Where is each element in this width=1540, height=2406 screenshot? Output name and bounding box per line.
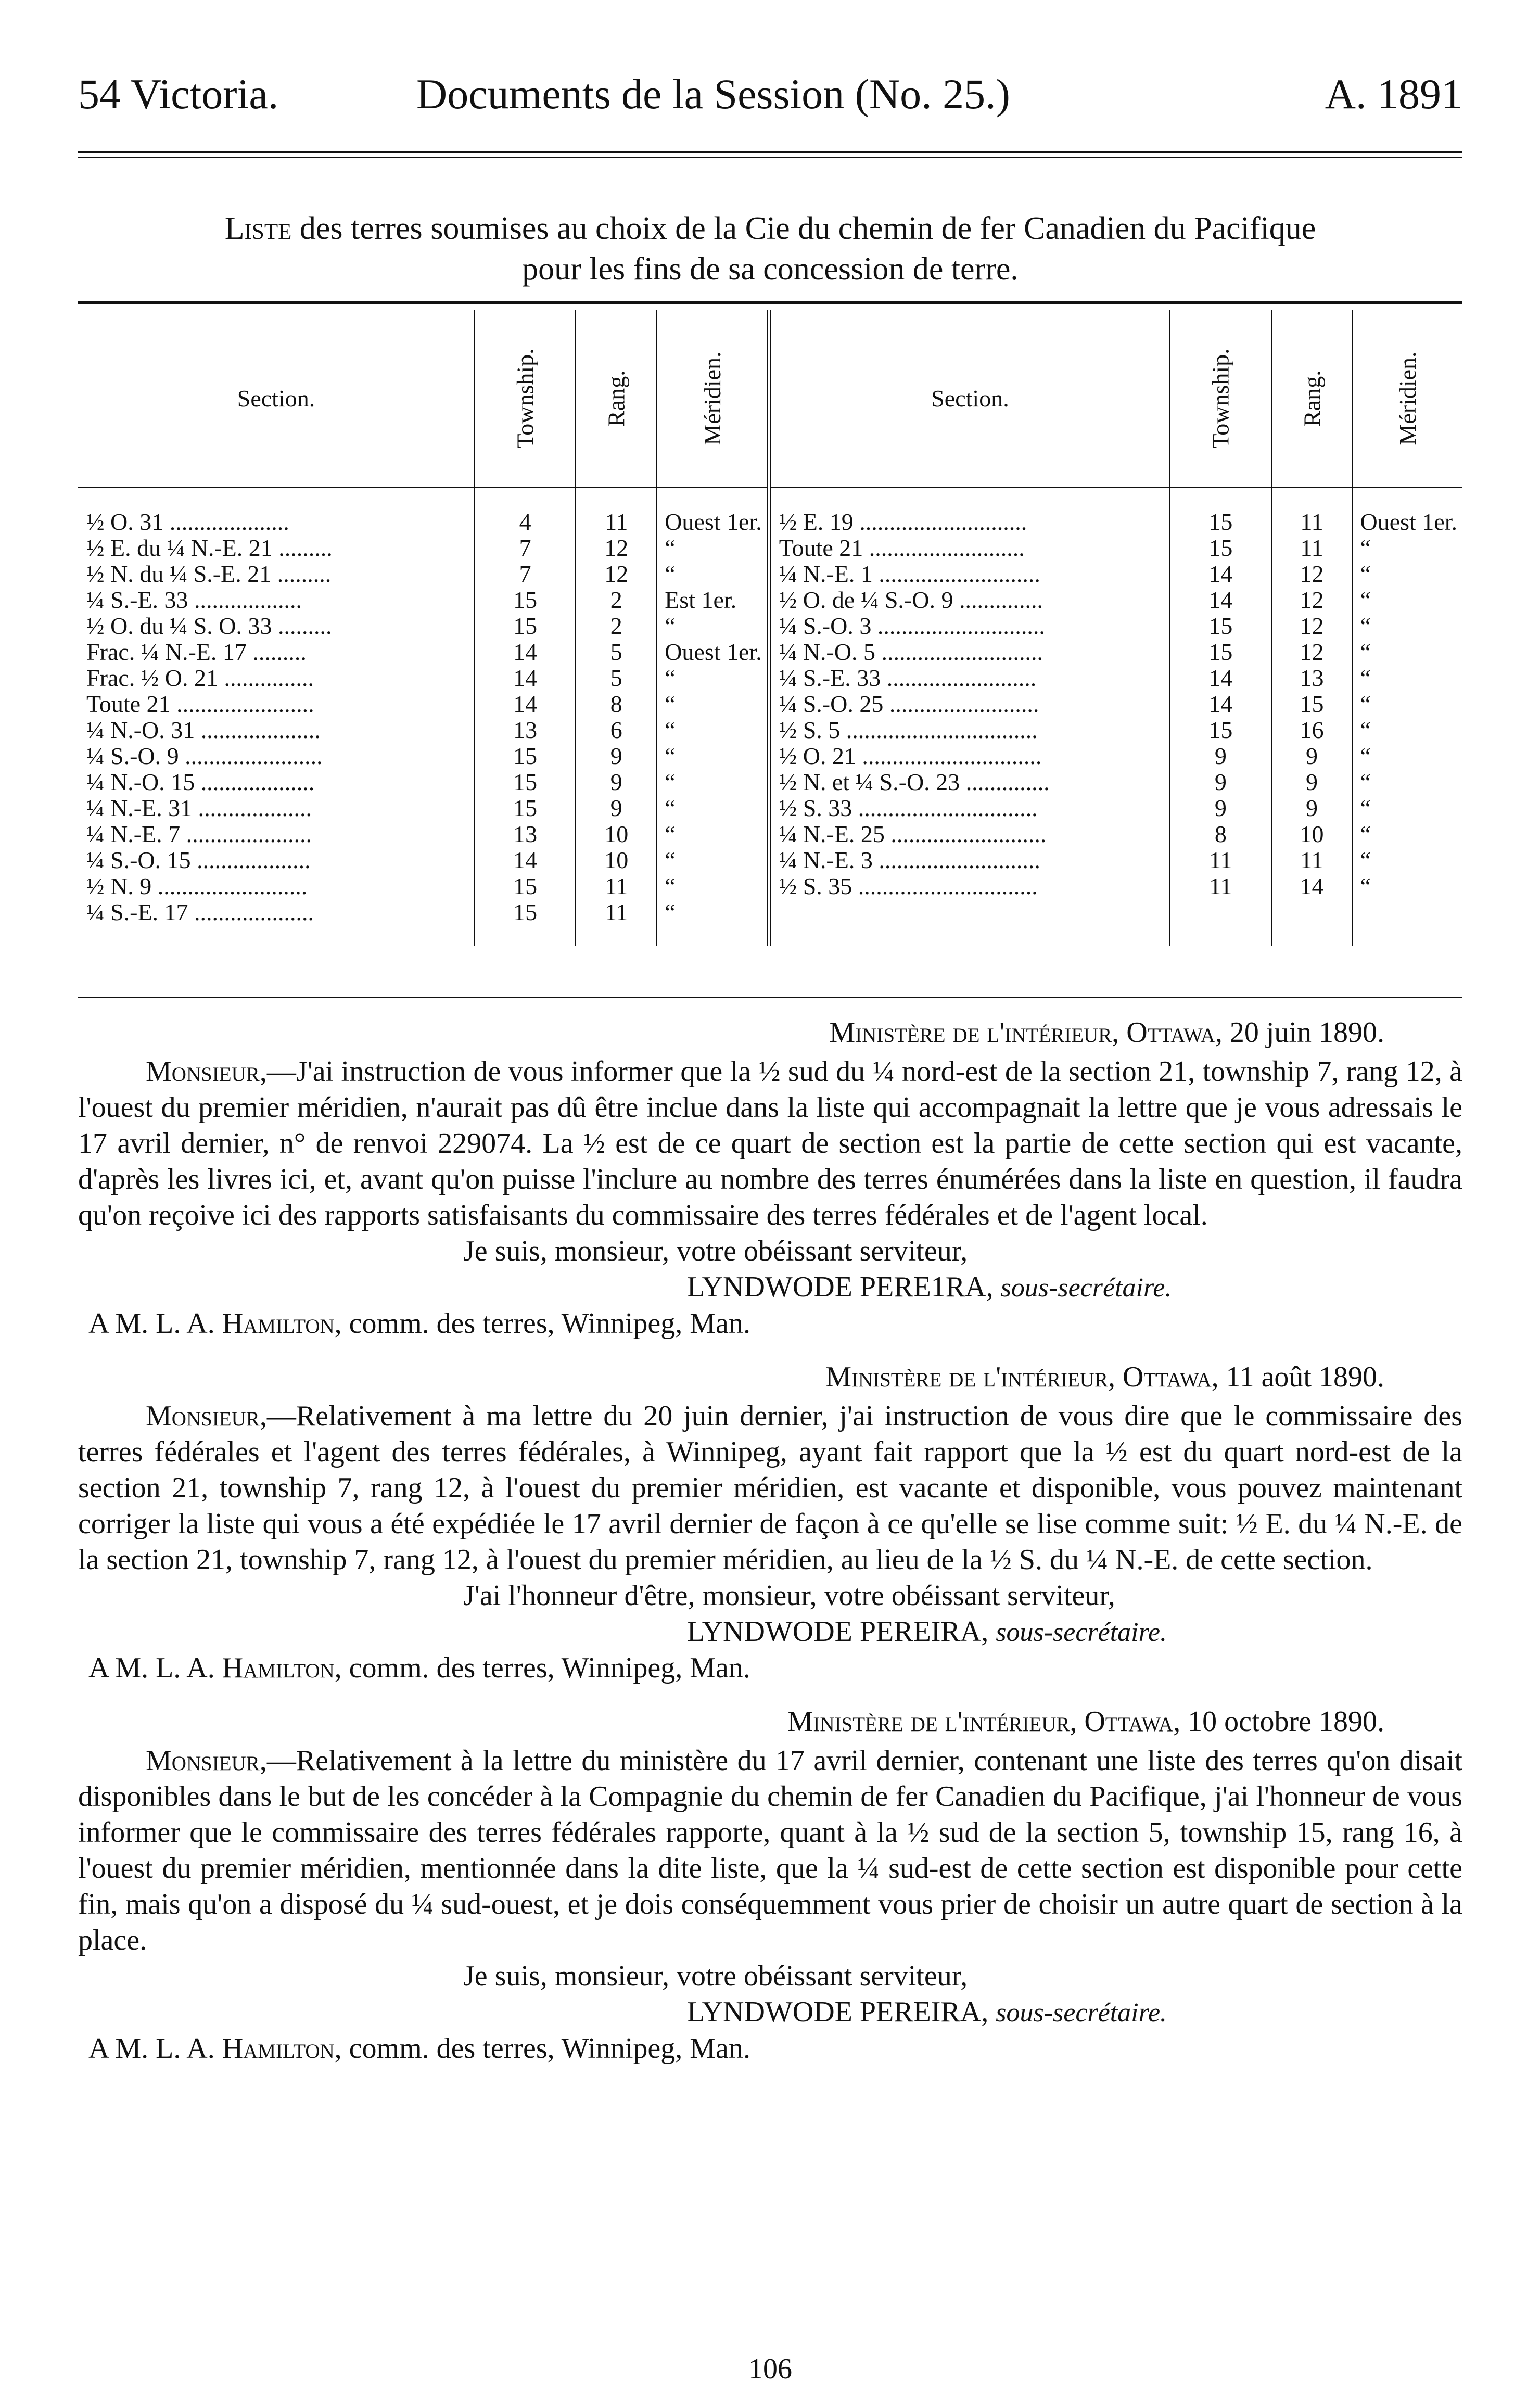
col-header-township-left-label: Township. (512, 348, 539, 449)
letter-date: , 11 août 1890. (1211, 1361, 1384, 1393)
right-section-cell: Toute 21 .......................... (769, 535, 1170, 561)
left-meridien-cell: “ (657, 899, 769, 946)
right-meridien-cell: “ (1352, 613, 1462, 639)
letter (78, 1015, 1462, 1342)
col-header-township-left (475, 310, 576, 488)
right-rang-cell: 15 (1271, 691, 1353, 717)
col-header-rang-left-label: Rang. (603, 370, 630, 427)
right-meridien-cell: “ (1352, 535, 1462, 561)
left-rang-cell: 5 (576, 639, 657, 665)
header-year: A. 1891 (1325, 70, 1462, 118)
right-section-cell: ¼ N.-E. 1 ........................... (769, 561, 1170, 587)
right-section-cell: ½ S. 33 .............................. (769, 795, 1170, 821)
addressee-rest: , comm. des terres, Winnipeg, Man. (334, 1307, 750, 1340)
right-section-cell: ½ O. 21 .............................. (769, 743, 1170, 769)
right-section-cell: ¼ S.-O. 3 ............................ (769, 613, 1170, 639)
right-rang-cell: 11 (1271, 488, 1353, 536)
left-township-cell: 14 (475, 847, 576, 873)
left-township-cell: 15 (475, 587, 576, 613)
right-section-cell: ¼ N.-E. 3 ........................... (769, 847, 1170, 873)
letter-addressee (88, 2031, 1462, 2067)
right-meridien-cell: “ (1352, 691, 1462, 717)
letters (78, 1015, 1462, 2084)
right-township-cell: 9 (1170, 769, 1271, 795)
col-header-rang-right (1271, 310, 1353, 488)
right-section-cell: ¼ S.-E. 33 ......................... (769, 665, 1170, 691)
left-meridien-cell: “ (657, 847, 769, 873)
left-rang-cell: 2 (576, 587, 657, 613)
ministry-name: Ministère de l'intérieur, Ottawa (825, 1361, 1212, 1393)
list-title-line1 (78, 208, 1462, 249)
left-meridien-cell: “ (657, 873, 769, 899)
left-township-cell: 13 (475, 821, 576, 847)
letter-salutation: Monsieur (146, 1745, 260, 1777)
addressee-rest: , comm. des terres, Winnipeg, Man. (334, 2032, 750, 2065)
left-rang-cell: 11 (576, 873, 657, 899)
letter-closing: Je suis, monsieur, votre obéissant serviteur, (463, 1960, 968, 1992)
left-meridien-cell: “ (657, 665, 769, 691)
left-meridien-cell: Ouest 1er. (657, 639, 769, 665)
header-rule-bottom (78, 157, 1462, 158)
letter-text: ,—Relativement à la lettre du ministère du 17 avril dernier, contenant une liste des terres qu'on disait disponibles dans le but de les concéder à la Compagnie du chemin de fer Canadien du Pacifique, j'ai l'honneur de vous informer que le commissaire des terres fédérales rapporte, quant à la ½ sud de la section 5, township 15, rang 16, à l'ouest du premier méridien, mentionnée dans la dite liste, que la ¼ sud-est de cette section est disponible pour cette fin, mais qu'on a disposé du ¼ sud-ouest, et je dois conséquemment vous prier de choisir un autre quart de section à la place. (78, 1745, 1462, 1956)
letter (78, 1704, 1462, 2067)
left-rang-cell: 6 (576, 717, 657, 743)
right-township-cell: 15 (1170, 535, 1271, 561)
left-rang-cell: 10 (576, 821, 657, 847)
left-meridien-cell: “ (657, 717, 769, 743)
letter-body (78, 1054, 1462, 1233)
table-body (78, 488, 1462, 947)
letter-body (78, 1743, 1462, 1958)
left-township-cell: 4 (475, 488, 576, 536)
right-rang-cell (1271, 899, 1353, 946)
left-section-cell: ¼ S.-E. 17 .................... (86, 899, 314, 925)
left-section-cell: ¼ N.-O. 15 ................... (86, 769, 315, 795)
right-section-cell: ½ S. 5 ................................ (769, 717, 1170, 743)
col-header-meridien-left (657, 310, 769, 488)
right-rang-cell: 12 (1271, 561, 1353, 587)
right-township-cell: 8 (1170, 821, 1271, 847)
table-row (78, 717, 1462, 743)
right-township-cell: 14 (1170, 691, 1271, 717)
signatory-name: LYNDWODE PEREIRA, (687, 1615, 989, 1648)
list-title-rest: des terres soumises au choix de la Cie du chemin de fer Canadien du Pacifique (291, 211, 1316, 246)
letter-closing: Je suis, monsieur, votre obéissant serviteur, (463, 1235, 968, 1267)
right-meridien-cell: “ (1352, 847, 1462, 873)
left-township-cell: 14 (475, 639, 576, 665)
right-section-cell: ¼ N.-O. 5 ........................... (769, 639, 1170, 665)
table-row (78, 821, 1462, 847)
signatory-name: LYNDWODE PERE1RA, (687, 1271, 994, 1303)
table-row (78, 847, 1462, 873)
table-row (78, 488, 1462, 536)
left-meridien-cell: “ (657, 795, 769, 821)
table-row (78, 769, 1462, 795)
left-rang-cell: 12 (576, 561, 657, 587)
right-section-cell: ½ N. et ¼ S.-O. 23 .............. (769, 769, 1170, 795)
right-meridien-cell: “ (1352, 821, 1462, 847)
header-rule-top (78, 151, 1462, 153)
left-meridien-cell: “ (657, 535, 769, 561)
right-rang-cell: 10 (1271, 821, 1353, 847)
left-section-cell: ½ O. 31 .................... (86, 508, 289, 535)
col-header-rang-left (576, 310, 657, 488)
letter-date: , 10 octobre 1890. (1173, 1705, 1384, 1738)
left-section-cell: Frac. ¼ N.-E. 17 ......... (86, 639, 307, 665)
right-township-cell: 9 (1170, 795, 1271, 821)
left-section-cell: ½ N. du ¼ S.-E. 21 ......... (86, 561, 332, 587)
right-section-cell: ¼ N.-E. 25 .......................... (769, 821, 1170, 847)
ministry-name: Ministère de l'intérieur, Ottawa (787, 1705, 1174, 1738)
left-section-cell: ½ O. du ¼ S. O. 33 ......... (86, 613, 332, 639)
letter-body (78, 1398, 1462, 1578)
list-title-line2: pour les fins de sa concession de terre. (522, 251, 1019, 287)
addressee-prefix: A M. L. A. (88, 1652, 222, 1684)
right-meridien-cell: Ouest 1er. (1352, 488, 1462, 536)
left-section-cell: ¼ S.-O. 15 ................... (86, 847, 311, 873)
col-header-township-right (1170, 310, 1271, 488)
signatory-title: sous-secrétaire. (996, 1618, 1167, 1647)
right-meridien-cell: “ (1352, 665, 1462, 691)
page-number: 106 (748, 2353, 792, 2385)
right-meridien-cell: “ (1352, 639, 1462, 665)
left-township-cell: 14 (475, 665, 576, 691)
signatory-name: LYNDWODE PEREIRA, (687, 1996, 989, 2028)
right-township-cell: 11 (1170, 847, 1271, 873)
right-meridien-cell: “ (1352, 769, 1462, 795)
right-rang-cell: 9 (1271, 769, 1353, 795)
signatory-title: sous-secrétaire. (996, 1998, 1167, 2028)
right-township-cell: 15 (1170, 613, 1271, 639)
left-rang-cell: 11 (576, 488, 657, 536)
col-header-rang-right-label: Rang. (1299, 370, 1325, 427)
signatory-title: sous-secrétaire. (1000, 1273, 1172, 1303)
right-meridien-cell: “ (1352, 561, 1462, 587)
left-section-cell: ¼ N.-E. 31 ................... (86, 795, 312, 821)
right-meridien-cell: “ (1352, 587, 1462, 613)
letter-salutation: Monsieur (146, 1400, 260, 1432)
right-rang-cell: 11 (1271, 847, 1353, 873)
header-regnal-year: 54 Victoria. (78, 70, 279, 118)
addressee-prefix: A M. L. A. (88, 1307, 222, 1340)
right-township-cell: 15 (1170, 488, 1271, 536)
letter-dateline (78, 1704, 1384, 1740)
left-section-cell: ¼ N.-O. 31 .................... (86, 717, 321, 743)
left-township-cell: 15 (475, 873, 576, 899)
col-header-section-right: Section. (769, 310, 1170, 488)
running-header (78, 70, 1462, 135)
table-header-row (78, 310, 1462, 488)
ministry-name: Ministère de l'intérieur, Ottawa (829, 1016, 1215, 1049)
letter-addressee (88, 1650, 1462, 1686)
right-township-cell (1170, 899, 1271, 946)
right-rang-cell: 12 (1271, 639, 1353, 665)
left-township-cell: 14 (475, 691, 576, 717)
right-township-cell: 14 (1170, 587, 1271, 613)
col-header-township-right-label: Township. (1207, 348, 1234, 449)
col-header-meridien-left-label: Méridien. (698, 351, 726, 445)
left-rang-cell: 2 (576, 613, 657, 639)
left-rang-cell: 11 (576, 899, 657, 946)
letter-signature (687, 1614, 1462, 1650)
right-section-cell: ½ O. de ¼ S.-O. 9 .............. (769, 587, 1170, 613)
letter-salutation: Monsieur (146, 1055, 260, 1088)
addressee-name: Hamilton (222, 2032, 335, 2065)
left-section-cell: ½ N. 9 ......................... (86, 873, 308, 899)
table-row (78, 795, 1462, 821)
table-row (78, 639, 1462, 665)
left-township-cell: 13 (475, 717, 576, 743)
left-township-cell: 7 (475, 535, 576, 561)
table-bottom-rule (78, 997, 1462, 998)
left-rang-cell: 12 (576, 535, 657, 561)
right-rang-cell: 12 (1271, 587, 1353, 613)
list-title-lead: Liste (224, 211, 292, 246)
right-meridien-cell: “ (1352, 873, 1462, 899)
left-meridien-cell: Ouest 1er. (657, 488, 769, 536)
left-rang-cell: 9 (576, 795, 657, 821)
left-township-cell: 15 (475, 899, 576, 946)
right-meridien-cell: “ (1352, 743, 1462, 769)
list-title (78, 208, 1462, 289)
left-meridien-cell: “ (657, 561, 769, 587)
letter-dateline (78, 1359, 1384, 1395)
left-meridien-cell: “ (657, 821, 769, 847)
letter-signature (687, 1269, 1462, 1306)
letter-dateline (78, 1015, 1384, 1051)
addressee-rest: , comm. des terres, Winnipeg, Man. (334, 1652, 750, 1684)
right-township-cell: 14 (1170, 561, 1271, 587)
table-row (78, 613, 1462, 639)
left-section-cell: ½ E. du ¼ N.-E. 21 ......... (86, 534, 333, 561)
table-row (78, 665, 1462, 691)
right-rang-cell: 13 (1271, 665, 1353, 691)
letter-date: , 20 juin 1890. (1215, 1016, 1384, 1049)
lands-table (78, 310, 1462, 946)
letter (78, 1359, 1462, 1686)
letter-addressee (88, 1306, 1462, 1342)
left-meridien-cell: “ (657, 769, 769, 795)
col-header-section-left: Section. (78, 310, 475, 488)
left-meridien-cell: Est 1er. (657, 587, 769, 613)
left-meridien-cell: “ (657, 743, 769, 769)
right-meridien-cell: “ (1352, 795, 1462, 821)
right-township-cell: 15 (1170, 717, 1271, 743)
addressee-prefix: A M. L. A. (88, 2032, 222, 2065)
left-section-cell: ¼ S.-O. 9 ....................... (86, 743, 323, 769)
left-meridien-cell: “ (657, 613, 769, 639)
left-rang-cell: 9 (576, 769, 657, 795)
right-meridien-cell (1352, 899, 1462, 946)
right-rang-cell: 14 (1271, 873, 1353, 899)
left-section-cell: ¼ N.-E. 7 ..................... (86, 821, 312, 847)
right-rang-cell: 11 (1271, 535, 1353, 561)
left-section-cell: ¼ S.-E. 33 .................. (86, 587, 302, 613)
right-rang-cell: 9 (1271, 743, 1353, 769)
table-row (78, 743, 1462, 769)
document-page (78, 0, 1462, 2406)
left-section-cell: Frac. ½ O. 21 ............... (86, 665, 314, 691)
left-section-cell: Toute 21 ....................... (86, 691, 314, 717)
left-township-cell: 15 (475, 795, 576, 821)
left-township-cell: 7 (475, 561, 576, 587)
right-section-cell: ½ S. 35 .............................. (769, 873, 1170, 899)
left-township-cell: 15 (475, 769, 576, 795)
right-rang-cell: 16 (1271, 717, 1353, 743)
right-meridien-cell: “ (1352, 717, 1462, 743)
left-rang-cell: 9 (576, 743, 657, 769)
right-township-cell: 15 (1170, 639, 1271, 665)
right-rang-cell: 9 (1271, 795, 1353, 821)
table-top-rule (78, 301, 1462, 304)
letter-closing: J'ai l'honneur d'être, monsieur, votre obéissant serviteur, (463, 1580, 1115, 1612)
addressee-name: Hamilton (222, 1652, 335, 1684)
left-meridien-cell: “ (657, 691, 769, 717)
left-township-cell: 15 (475, 743, 576, 769)
letter-text: ,—Relativement à ma lettre du 20 juin dernier, j'ai instruction de vous dire que le commissaire des terres fédérales et l'agent des terres fédérales, à Winnipeg, ayant fait rapport que la ½ est du quart nord-est de la section 21, township 7, rang 12, à l'ouest du premier méridien, est vacante et disponible, vous pouvez maintenant corriger la liste qui vous a été expédiée le 17 avril dernier de façon à ce qu'elle se lise comme suit: ½ E. du ¼ N.-E. de la section 21, township 7, rang 12, à l'ouest du premier méridien, au lieu de la ½ S. du ¼ N.-E. de cette section. (78, 1400, 1462, 1576)
table-row (78, 535, 1462, 561)
letter-text: ,—J'ai instruction de vous informer que la ½ sud du ¼ nord-est de la section 21, township 7, rang 12, à l'ouest du premier méridien, n'aurait pas dû être inclue dans la liste qui accompagnait la lettre que je vous adressais le 17 avril dernier, n° de renvoi 229074. La ½ est de ce quart de section est la partie de cette section qui est vacante, d'après les livres ici, et, avant qu'on puisse l'inclure au nombre des terres énumérées dans la liste en question, il faudra qu'on reçoive ici des rapports satisfaisants du commissaire des terres fédérales et de l'agent local. (78, 1055, 1462, 1231)
left-rang-cell: 8 (576, 691, 657, 717)
right-section-cell (769, 899, 1170, 946)
col-header-meridien-right-label: Méridien. (1394, 351, 1421, 445)
table-row (78, 873, 1462, 899)
table-row (78, 691, 1462, 717)
right-township-cell: 14 (1170, 665, 1271, 691)
col-header-meridien-right (1352, 310, 1462, 488)
left-township-cell: 15 (475, 613, 576, 639)
right-section-cell: ½ E. 19 ............................ (769, 488, 1170, 536)
table-row (78, 899, 1462, 946)
left-rang-cell: 10 (576, 847, 657, 873)
right-township-cell: 9 (1170, 743, 1271, 769)
header-document-title: Documents de la Session (No. 25.) (416, 70, 1010, 118)
right-township-cell: 11 (1170, 873, 1271, 899)
addressee-name: Hamilton (222, 1307, 335, 1340)
right-rang-cell: 12 (1271, 613, 1353, 639)
table-row (78, 587, 1462, 613)
letter-signature (687, 1994, 1462, 2031)
right-section-cell: ¼ S.-O. 25 ......................... (769, 691, 1170, 717)
left-rang-cell: 5 (576, 665, 657, 691)
table-row (78, 561, 1462, 587)
